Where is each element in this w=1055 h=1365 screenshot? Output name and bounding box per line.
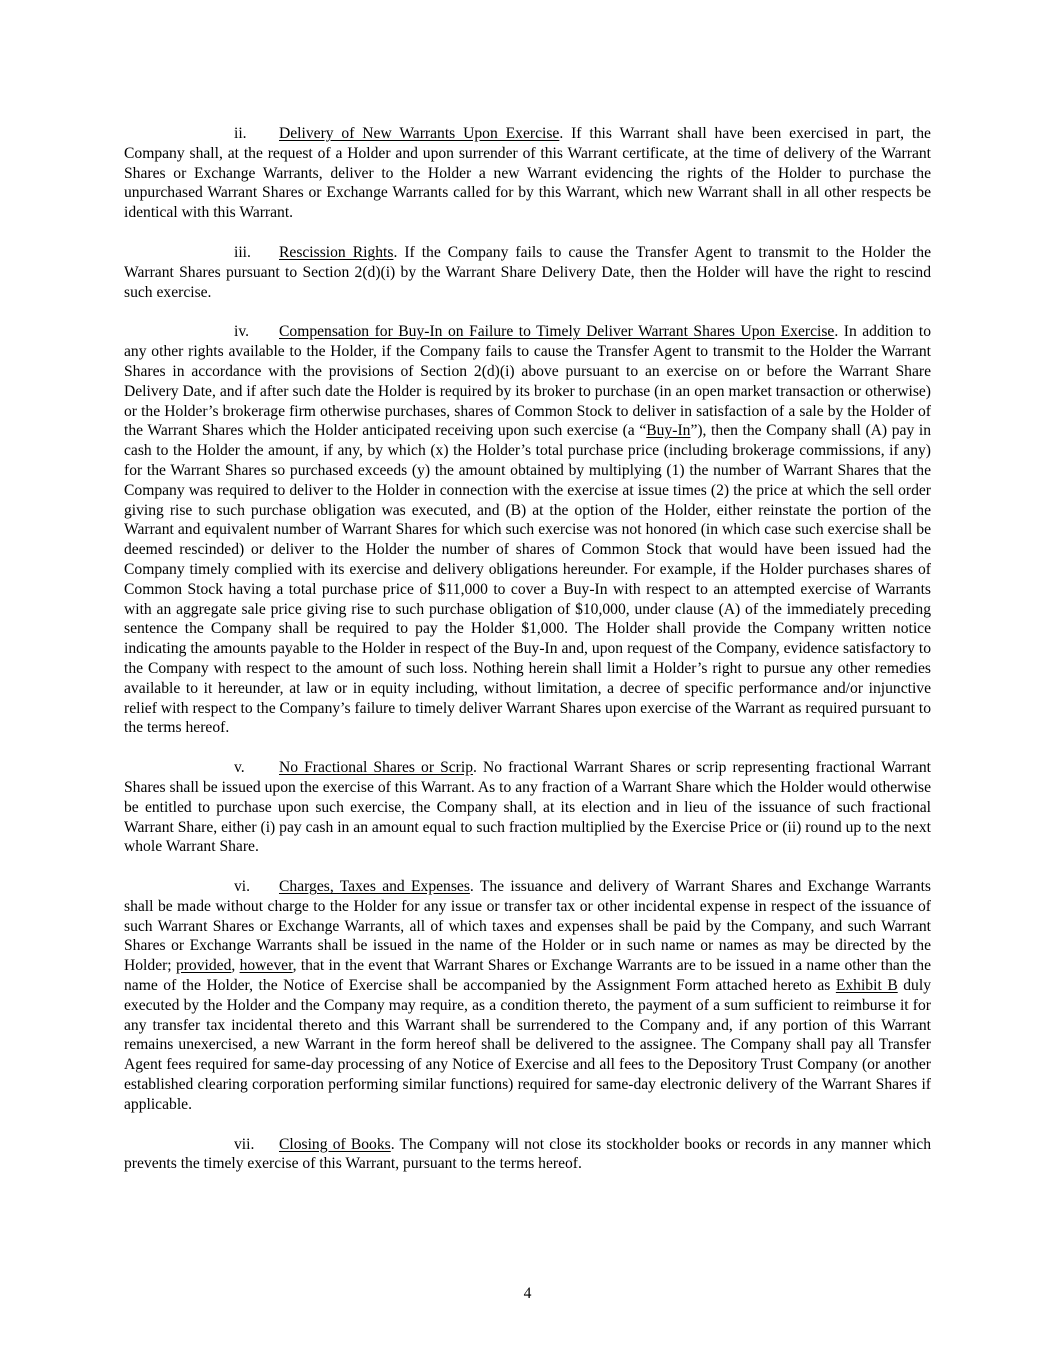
- section-iii: [124, 243, 931, 302]
- defined-term: Buy-In: [646, 422, 691, 440]
- section-heading: No Fractional Shares or Scrip: [279, 759, 473, 777]
- section-text: . In addition to any other rights available to the Holder, if the Company fails to cause the Transfer Agent to transmit to the Holder the Warrant Shares in accordance with the provisions of Section 2(d)(i) above pursuant to an exercise on or before the Warrant Share Delivery Date, and if after such date the Holder is required by its broker to purchase (in an open market transaction or otherwise) or the Holder’s brokerage firm otherwise purchases, shares of Common Stock to deliver in satisfaction of a sale by the Holder of the Warrant Shares which the Holder anticipated receiving upon such exercise (a “: [124, 323, 931, 440]
- section-text: , that in the event that Warrant Shares or Exchange Warrants are to be issued in a name other than the name of the Holder, the Notice of Exercise shall be accompanied by the Assignment Form attached hereto as: [124, 957, 932, 995]
- section-text: . The issuance and delivery of Warrant Shares and Exchange Warrants shall be made without charge to the Holder for any issue or transfer tax or other incidental expense in respect of the issuance of such Warrant Shares or Exchange Warrants, all of which taxes and expenses shall be paid by the Company, and such Warrant Shares or Exchange Warrants shall be issued in the name of the Holder or in such name or names as may be directed by the Holder;: [124, 878, 931, 975]
- section-heading: Charges, Taxes and Expenses: [279, 878, 470, 896]
- section-number: vii.: [234, 1135, 255, 1153]
- section-v: [124, 758, 931, 857]
- provided-term: provided: [175, 957, 232, 975]
- section-number: iv.: [234, 323, 250, 341]
- section-ii: [124, 124, 931, 223]
- section-vi: [124, 877, 931, 1115]
- section-heading: Delivery of New Warrants Upon Exercise: [279, 125, 560, 142]
- section-iv: [124, 322, 931, 738]
- section-heading: Rescission Rights: [279, 243, 394, 261]
- section-text: . If this Warrant shall have been exercised in part, the Company shall, at the request of a Holder and upon surrender of this Warrant certificate, at the time of delivery of the Warrant Shares or Exchange Warrants, deliver to the Holder a new Warrant evidencing the rights of the Holder to purchase the unpurchased Warrant Shares or Exchange Warrants called for by this Warrant, which new Warrant shall in all other respects be identical with this Warrant.: [124, 125, 931, 222]
- section-number: iii.: [234, 243, 251, 261]
- section-vii: [124, 1135, 931, 1175]
- section-text: . No fractional Warrant Shares or scrip representing fractional Warrant Shares shall be issued upon the exercise of this Warrant. As to any fraction of a Warrant Share which the Holder would otherwise be entitled to purchase upon such exercise, the Company shall, at its election and in lieu of the issuance of such fractional Warrant Share, either (i) pay cash in an amount equal to such fraction multiplied by the Exercise Price or (ii) round up to the next whole Warrant Share.: [124, 759, 931, 856]
- section-number: ii.: [234, 125, 247, 142]
- section-number: v.: [234, 759, 245, 777]
- page-number: 4: [523, 1285, 532, 1302]
- section-text: . If the Company fails to cause the Transfer Agent to transmit to the Holder the Warrant Shares pursuant to Section 2(d)(i) by the Warrant Share Delivery Date, then the Holder will have the right to rescind such exercise.: [124, 243, 931, 301]
- section-number: vi.: [234, 878, 251, 896]
- section-text: ”), then the Company shall (A) pay in cash to the Holder the amount, if any, by which (x) the Holder’s total purchase price (including brokerage commissions, if any) for the Warrant Shares so purchased exceeds (y) the amount obtained by multiplying (1) the number of Warrant Shares that the Company was required to deliver to the Holder in connection with the exercise at issue times (2) the price at which the sell order giving rise to such purchase obligation was executed, and (B) at the option of the Holder, either reinstate the portion of the Warrant and equivalent number of Warrant Shares for which such exercise was not honored (in which case such exercise shall be deemed rescinded) or deliver to the Holder the number of shares of Common Stock that would have been issued had the Company timely complied with its exercise and delivery obligations hereunder. For example, if the Holder purchases shares of Common Stock having a total purchase price of $11,000 to cover a Buy-In with respect to an attempted exercise of Warrants with an aggregate sale price giving rise to such purchase obligation of $10,000, under clause (A) of the immediately preceding sentence the Company shall be required to pay the Holder $1,000. The Holder shall provide the Company written notice indicating the amounts payable to the Holder in respect of the Buy-In and, upon request of the Company, evidence satisfactory to the Company with respect to the amount of such loss. Nothing herein shall limit a Holder’s right to pursue any other remedies available to it hereunder, at law or in equity including, without limitation, a decree of specific performance and/or injunctive relief with respect to the Company’s failure to timely deliver Warrant Shares upon exercise of the Warrant as required pursuant to the terms hereof.: [124, 422, 931, 737]
- document-body: [124, 124, 931, 1194]
- section-text: duly executed by the Holder and the Company may require, as a condition thereto, the payment of a sum sufficient to reimburse it for any transfer tax incidental thereto and this Warrant shall be surrendered to the Company and, if any portion of this Warrant remains unexercised, a new Warrant in the form hereof shall be delivered to the assignee. The Company shall pay all Transfer Agent fees required for same-day processing of any Notice of Exercise and all fees to the Depository Trust Company (or another established clearing corporation performing similar functions) required for same-day electronic delivery of the Warrant Shares if applicable.: [124, 977, 931, 1113]
- however-term: however: [239, 957, 293, 975]
- section-text: . The Company will not close its stockholder books or records in any manner which prevents the timely exercise of this Warrant, pursuant to the terms hereof.: [124, 1135, 932, 1173]
- section-heading: Closing of Books: [279, 1135, 391, 1153]
- section-text: ,: [231, 957, 240, 975]
- exhibit-reference: Exhibit B: [835, 977, 898, 995]
- section-heading: Compensation for Buy-In on Failure to Timely Deliver Warrant Shares Upon Exercise: [279, 323, 835, 341]
